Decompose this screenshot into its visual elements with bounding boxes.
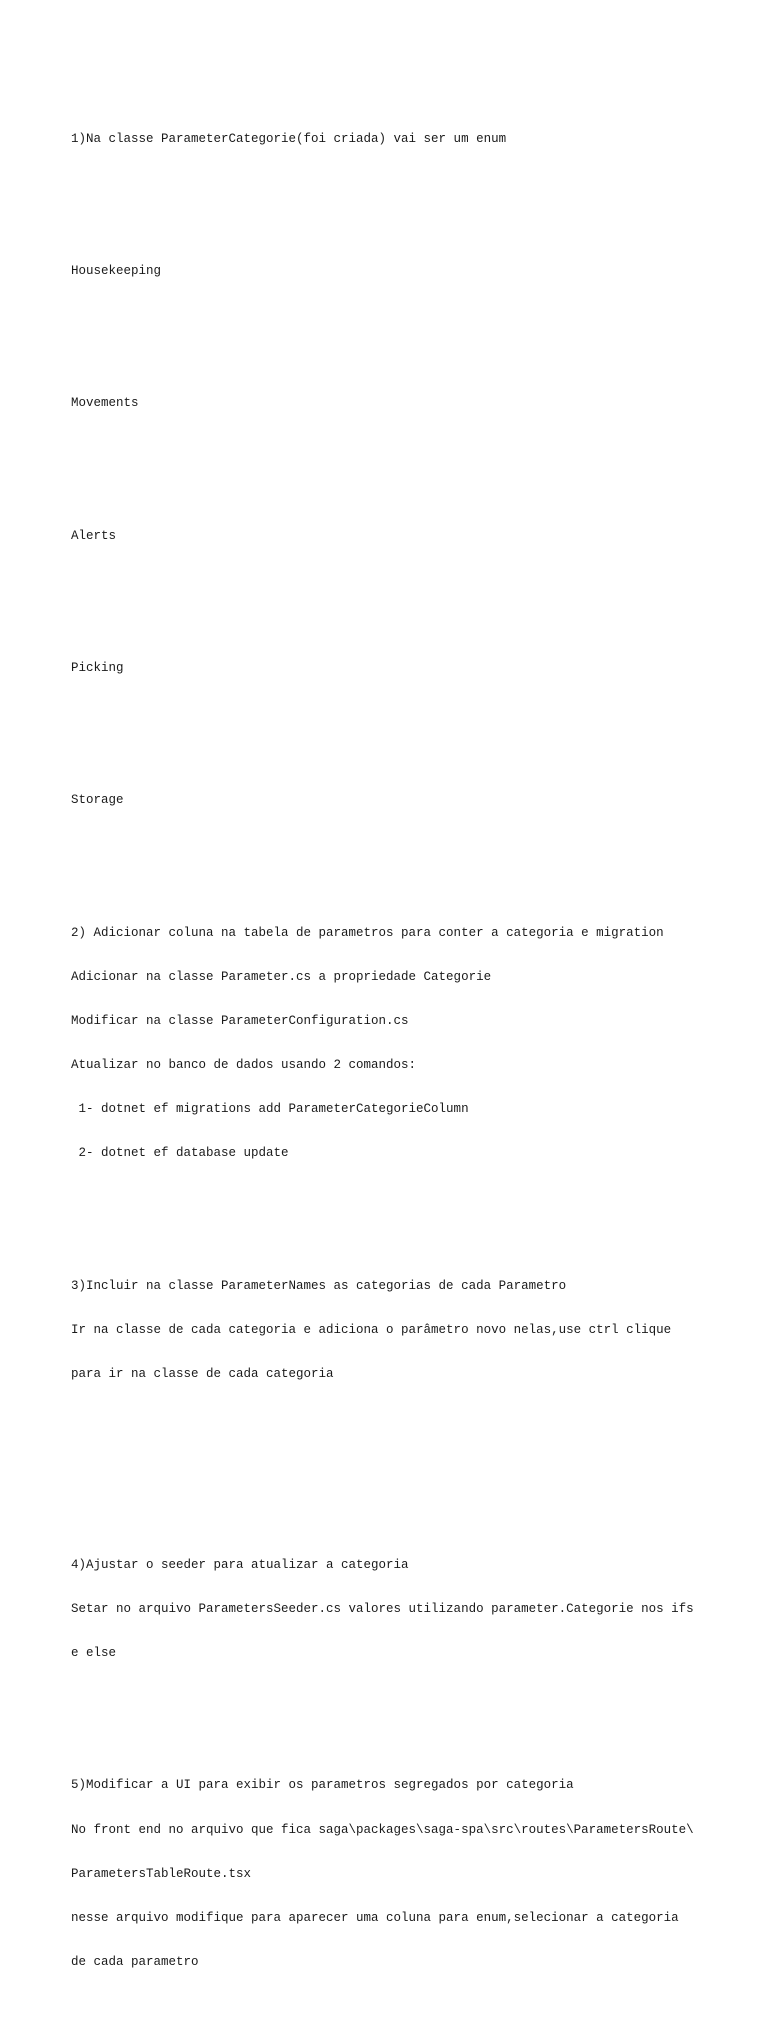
step-5-line: ParametersTableRoute.tsx [71, 1866, 252, 1881]
enum-value-text: Picking [71, 661, 124, 676]
enum-value-picking [71, 632, 711, 706]
step-2-line: Atualizar no banco de dados usando 2 comandos: [71, 1058, 417, 1073]
step-1-block [71, 102, 711, 176]
step-1-heading: 1)Na classe ParameterCategorie(foi criada) vai ser um enum [71, 131, 507, 146]
enum-value-text: Movements [71, 396, 139, 411]
step-2-block [71, 896, 711, 1190]
enum-value-movements [71, 367, 711, 441]
step-2-command-2: 2- dotnet ef database update [71, 1146, 289, 1161]
step-5-line: de cada parametro [71, 1954, 199, 1969]
enum-value-storage [71, 764, 711, 838]
step-3-block [71, 1249, 711, 1411]
enum-value-housekeeping [71, 235, 711, 309]
step-3-line: para ir na classe de cada categoria [71, 1366, 334, 1381]
step-4-line: e else [71, 1646, 117, 1661]
step-5-line: nesse arquivo modifique para aparecer uma coluna para enum,selecionar a categoria [71, 1910, 679, 1925]
step-2-line: Adicionar na classe Parameter.cs a propriedade Categorie [71, 969, 492, 984]
step-4-block [71, 1528, 711, 1690]
step-3-line: Ir na classe de cada categoria e adiciona o parâmetro novo nelas,use ctrl clique [71, 1322, 672, 1337]
step-5-block [71, 1749, 711, 1999]
step-5-heading: 5)Modificar a UI para exibir os parametros segregados por categoria [71, 1778, 574, 1793]
step-4-line: Setar no arquivo ParametersSeeder.cs valores utilizando parameter.Categorie nos ifs [71, 1601, 694, 1616]
step-3-heading: 3)Incluir na classe ParameterNames as categorias de cada Parametro [71, 1278, 567, 1293]
step-4-heading: 4)Ajustar o seeder para atualizar a categoria [71, 1557, 409, 1572]
enum-value-text: Housekeeping [71, 264, 162, 279]
step-5-line: No front end no arquivo que fica saga\packages\saga-spa\src\routes\ParametersRoute\ [71, 1822, 694, 1837]
blank-spacer [71, 1470, 711, 1485]
step-2-command-1: 1- dotnet ef migrations add ParameterCategorieColumn [71, 1102, 469, 1117]
enum-value-text: Storage [71, 793, 124, 808]
document-page [71, 73, 711, 2028]
enum-value-text: Alerts [71, 528, 117, 543]
step-2-line: Modificar na classe ParameterConfiguration.cs [71, 1013, 409, 1028]
enum-value-alerts [71, 499, 711, 573]
step-2-heading: 2) Adicionar coluna na tabela de parametros para conter a categoria e migration [71, 925, 664, 940]
